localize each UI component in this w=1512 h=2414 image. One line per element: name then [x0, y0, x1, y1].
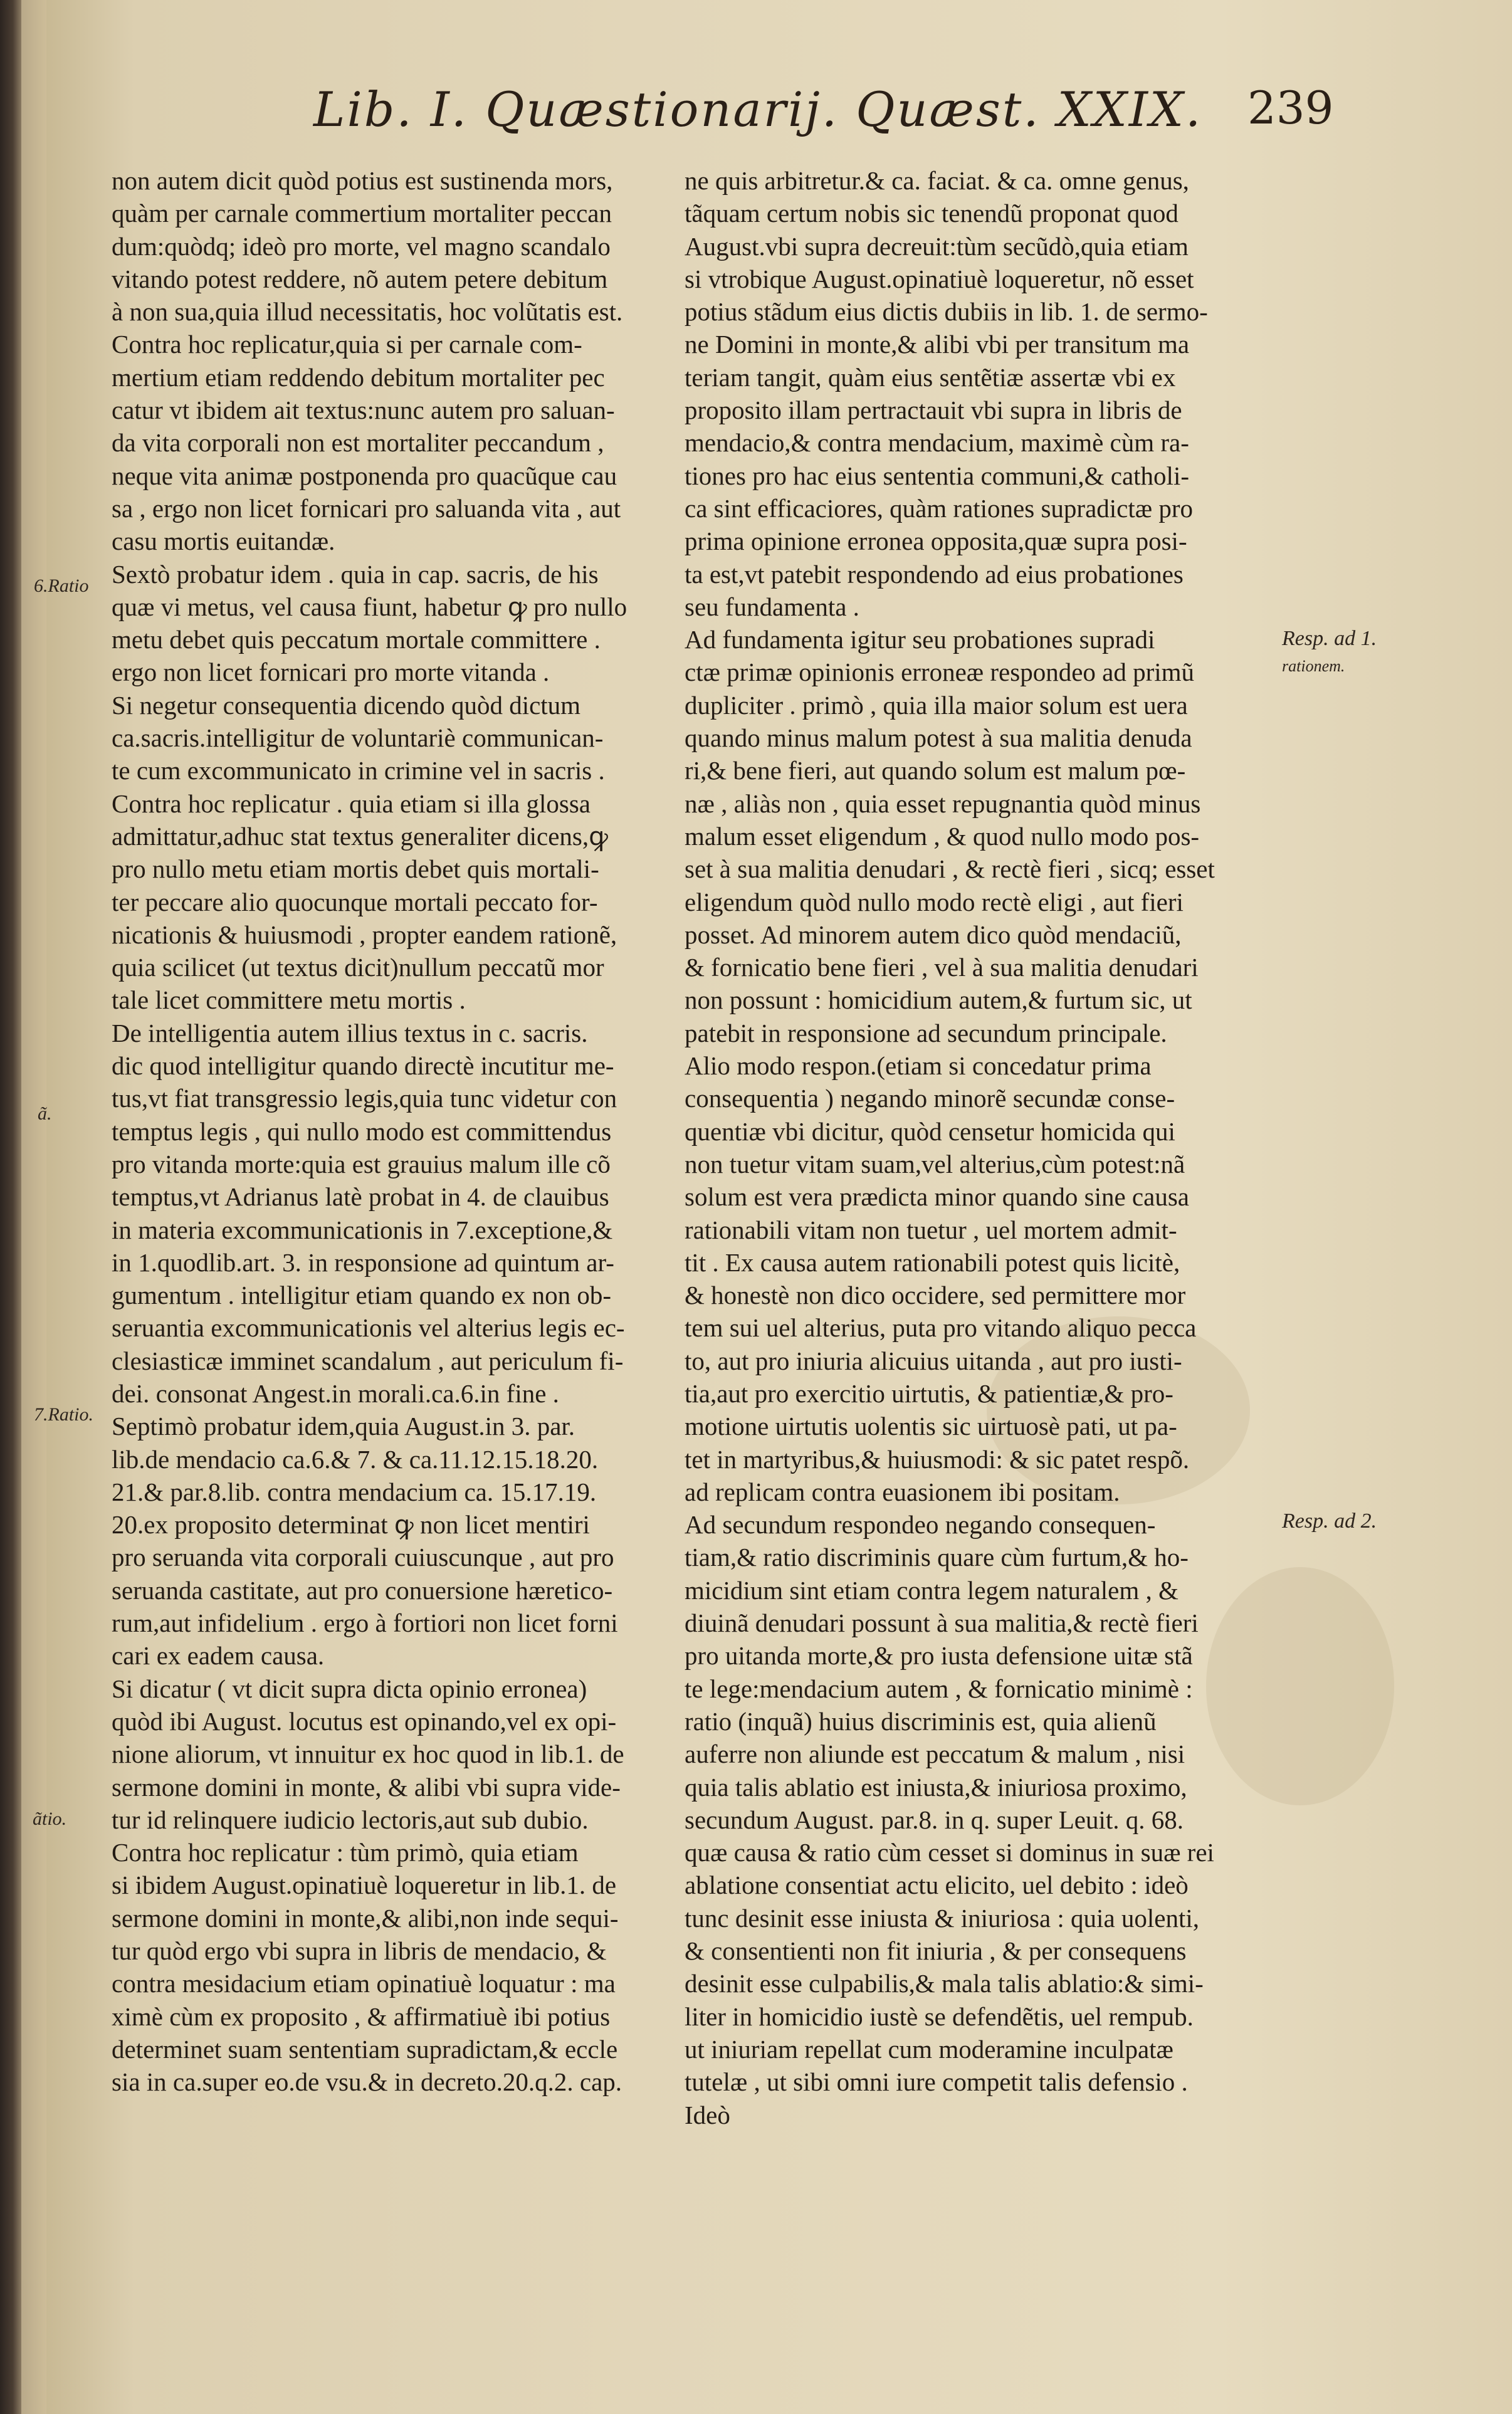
text-line: posset. Ad minorem autem dico quòd mendaciũ,	[685, 920, 1182, 949]
text-line: ne Domini in monte,& alibi vbi per transitum ma	[685, 330, 1190, 359]
text-line: & fornicatio bene fieri , vel à sua malitia denudari	[685, 953, 1199, 982]
text-line: August.vbi supra decreuit:tùm secũdò,quia etiam	[685, 231, 1189, 261]
margin-note-small: ã.	[38, 1103, 52, 1124]
text-line: non possunt : homicidium autem,& furtum sic, ut	[685, 985, 1192, 1015]
text-line: pro vitanda morte:quia est grauius malum ille cõ	[112, 1149, 611, 1178]
previous-page-edge	[21, 0, 48, 2414]
text-line: catur vt ibidem ait textus:nunc autem pro saluan-	[112, 396, 615, 425]
text-line: non tuetur vitam suam,vel alterius,cùm potest:nã	[685, 1149, 1185, 1178]
text-line: quando minus malum potest à sua malitia denuda	[685, 723, 1192, 753]
text-line: casu mortis euitandæ.	[112, 527, 335, 556]
text-line: næ , aliàs non , quia esset repugnantia quòd minus	[685, 789, 1201, 818]
text-line: te cum excommunicato in crimine vel in sacris .	[112, 756, 605, 785]
text-line: tur id relinquere iudicio lectoris,aut sub dubio.	[112, 1805, 589, 1834]
text-line: temptus legis , qui nullo modo est committendus	[112, 1116, 612, 1146]
text-line: & honestè non dico occidere, sed permittere mor	[685, 1281, 1186, 1310]
text-line: solum est vera prædicta minor quando sine causa	[685, 1182, 1189, 1212]
text-line: metu debet quis peccatum mortale committere .	[112, 625, 601, 654]
text-line: tiones pro hac eius sententia communi,& catholi-	[685, 461, 1189, 490]
text-line: Si dicatur ( vt dicit supra dicta opinio erronea)	[112, 1674, 587, 1703]
text-line: rum,aut infidelium . ergo à fortiori non licet forni	[112, 1608, 618, 1638]
text-line: quàm per carnale commertium mortaliter peccan	[112, 199, 612, 228]
right-text-column	[685, 164, 1268, 2131]
text-line: dic quod intelligitur quando directè incutitur me-	[112, 1051, 614, 1081]
text-line: motione uirtutis uolentis sic uirtuosè pati, ut pa-	[685, 1412, 1177, 1441]
text-line: neque vita animæ postponenda pro quacũque cau	[112, 461, 617, 490]
text-line: determinet suam sententiam supradictam,& eccle	[112, 2034, 618, 2064]
text-line: tit . Ex causa autem rationabili potest quis licitè,	[685, 1247, 1180, 1277]
text-line: tem sui uel alterius, puta pro vitando aliquo pecca	[685, 1313, 1197, 1343]
text-line: tutelæ , ut sibi omni iure competit talis defensio .	[685, 2067, 1188, 2097]
text-line: quia talis ablatio est iniusta,& iniuriosa proximo,	[685, 1772, 1187, 1802]
text-line: quia scilicet (ut textus dicit)nullum peccatũ mor	[112, 953, 604, 982]
text-line: à non sua,quia illud necessitatis, hoc volũtatis est.	[112, 297, 623, 327]
text-line: seruanda castitate, aut pro conuersione hæretico-	[112, 1575, 613, 1605]
text-line: te lege:mendacium autem , & fornicatio minimè :	[685, 1674, 1193, 1703]
text-line: in materia excommunicationis in 7.exceptione,&	[112, 1215, 613, 1244]
text-line: non autem dicit quòd potius est sustinenda mors,	[112, 166, 613, 195]
margin-note-ratio-7: 7.Ratio.	[34, 1404, 93, 1425]
text-line: seruantia excommunicationis vel alterius legis ec-	[112, 1313, 625, 1343]
text-line: pro uitanda morte,& pro iusta defensione uitæ stã	[685, 1641, 1193, 1671]
text-line: ximè cùm ex proposito , & affirmatiuè ibi potius	[112, 2002, 611, 2031]
text-line: sia in ca.super eo.de vsu.& in decreto.20.q.2. cap.	[112, 2067, 622, 2097]
text-line: ablatione consentiat actu elicito, uel debito : ideò	[685, 1871, 1189, 1900]
text-line: tãquam certum nobis sic tenendũ proponat quod	[685, 199, 1179, 228]
text-line: da vita corporali non est mortaliter peccandum ,	[112, 428, 604, 458]
text-line: ri,& bene fieri, aut quando solum est malum pœ-	[685, 756, 1186, 785]
text-line: sa , ergo non licet fornicari pro saluanda vita , aut	[112, 493, 621, 523]
text-line: dum:quòdq; ideò pro morte, vel magno scandalo	[112, 231, 611, 261]
text-line: set à sua malitia denudari , & rectè fieri , sicq; esset	[685, 854, 1215, 884]
text-line: si ibidem August.opinatiuè loqueretur in lib.1. de	[112, 1871, 617, 1900]
text-line: Sextò probatur idem . quia in cap. sacris, de his	[112, 559, 599, 589]
text-line: ter peccare alio quocunque mortali peccato for-	[112, 887, 598, 916]
text-line: tet in martyribus,& huiusmodi: & sic patet respõ.	[685, 1444, 1190, 1474]
text-line: ergo non licet fornicari pro morte vitanda .	[112, 658, 550, 687]
text-line: 21.& par.8.lib. contra mendacium ca. 15.17.19.	[112, 1477, 597, 1506]
text-line: dupliciter . primò , quia illa maior solum est uera	[685, 690, 1188, 720]
text-line: ca sint efficaciores, quàm rationes supradictæ pro	[685, 493, 1193, 523]
text-line: pro nullo metu etiam mortis debet quis mortali-	[112, 854, 599, 884]
text-line: tus,vt fiat transgressio legis,quia tunc videtur con	[112, 1084, 617, 1113]
text-line: Contra hoc replicatur . quia etiam si illa glossa	[112, 789, 591, 818]
text-line: quòd ibi August. locutus est opinando,vel ex opi-	[112, 1706, 617, 1736]
text-line: pro seruanda vita corporali cuiuscunque , aut pro	[112, 1543, 614, 1572]
text-line: quæ vi metus, vel causa fiunt, habetur ꝙ pro nullo	[112, 592, 627, 621]
text-line: Alio modo respon.(etiam si concedatur prima	[685, 1051, 1152, 1081]
text-line: ut iniuriam repellat cum moderamine inculpatæ	[685, 2034, 1173, 2064]
text-line: consequentia ) negando minorẽ secundæ conse-	[685, 1084, 1175, 1113]
text-line: prima opinione erronea opposita,quæ supra posi-	[685, 527, 1187, 556]
text-line: Contra hoc replicatur : tùm primò, quia etiam	[112, 1838, 579, 1867]
text-line: tur quòd ergo vbi supra in libris de mendacio, &	[112, 1936, 607, 1966]
text-line: in 1.quodlib.art. 3. in responsione ad quintum ar-	[112, 1247, 614, 1277]
text-line: to, aut pro iniuria alicuius uitanda , aut pro iusti-	[685, 1346, 1182, 1375]
text-line: clesiasticæ imminet scandalum , aut periculum fi-	[112, 1346, 624, 1375]
scanner-edge	[0, 0, 21, 2414]
margin-note-resp-2: Resp. ad 2.	[1282, 1509, 1377, 1533]
text-line: nicationis & huiusmodi , propter eandem rationẽ,	[112, 920, 617, 949]
text-line: 20.ex proposito determinat ꝙ non licet mentiri	[112, 1510, 590, 1540]
text-line: diuinã denudari possunt à sua malitia,& rectè fieri	[685, 1608, 1199, 1638]
text-line: vitando potest reddere, nõ autem petere debitum	[112, 264, 608, 293]
text-line: tiam,& ratio discriminis quare cùm furtum,& ho-	[685, 1543, 1189, 1572]
text-line: seu fundamenta .	[685, 592, 859, 621]
text-line: De intelligentia autem illius textus in c. sacris.	[112, 1018, 588, 1047]
text-line: dei. consonat Angest.in morali.ca.6.in fine .	[112, 1378, 559, 1408]
text-line: mertium etiam reddendo debitum mortaliter pec	[112, 362, 605, 392]
text-line: eligendum quòd nullo modo rectè eligi , aut fieri	[685, 887, 1184, 916]
text-line: Ad secundum respondeo negando consequen-	[685, 1510, 1156, 1540]
text-line: ta est,vt patebit respondendo ad eius probationes	[685, 559, 1184, 589]
text-line: teriam tangit, quàm eius sentẽtiæ assertæ vbi ex	[685, 362, 1176, 392]
margin-note-ratio-6: 6.Ratio	[34, 575, 89, 596]
text-line: Si negetur consequentia dicendo quòd dictum	[112, 690, 581, 720]
text-line: auferre non aliunde est peccatum & malum , nisi	[685, 1740, 1185, 1769]
margin-note-rationem: rationem.	[1282, 657, 1345, 675]
text-line: admittatur,adhuc stat textus generaliter dicens,ꝙ	[112, 821, 608, 851]
text-line: Ideò	[685, 2100, 730, 2129]
text-line: secundum August. par.8. in q. super Leuit. q. 68.	[685, 1805, 1184, 1834]
text-line: si vtrobique August.opinatiuè loqueretur, nõ esset	[685, 264, 1194, 293]
text-line: gumentum . intelligitur etiam quando ex non ob-	[112, 1281, 612, 1310]
text-line: ne quis arbitretur.& ca. faciat. & ca. omne genus,	[685, 166, 1189, 195]
text-line: micidium sint etiam contra legem naturalem , &	[685, 1575, 1179, 1605]
text-line: Septimò probatur idem,quia August.in 3. par.	[112, 1412, 575, 1441]
text-line: quentiæ vbi dicitur, quòd censetur homicida qui	[685, 1116, 1175, 1146]
text-line: Ad fundamenta igitur seu probationes supradi	[685, 625, 1155, 654]
text-line: ca.sacris.intelligitur de voluntariè communican-	[112, 723, 604, 753]
text-line: potius stãdum eius dictis dubiis in lib. 1. de sermo-	[685, 297, 1208, 327]
text-line: tunc desinit esse iniusta & iniuriosa : quia uolenti,	[685, 1903, 1200, 1933]
text-line: temptus,vt Adrianus latè probat in 4. de clauibus	[112, 1182, 609, 1212]
text-line: Contra hoc replicatur,quia si per carnale com-	[112, 330, 582, 359]
page-number: 239	[1247, 81, 1334, 134]
text-line: sermone domini in monte, & alibi vbi supra vide-	[112, 1772, 621, 1802]
text-line: patebit in responsione ad secundum principale.	[685, 1018, 1167, 1047]
margin-note-small: ãtio.	[33, 1808, 67, 1829]
text-line: nione aliorum, vt innuitur ex hoc quod in lib.1. de	[112, 1740, 624, 1769]
text-line: ad replicam contra euasionem ibi positam.	[685, 1477, 1120, 1506]
running-head-title: Lib. I. Quæstionarij. Quæst. XXIX.	[313, 81, 1203, 137]
text-line: ratio (inquã) huius discriminis est, quia alienũ	[685, 1706, 1157, 1736]
text-line: proposito illam pertractauit vbi supra in libris de	[685, 396, 1182, 425]
text-line: quæ causa & ratio cùm cesset si dominus in suæ rei	[685, 1838, 1214, 1867]
left-text-column	[112, 164, 669, 2099]
text-line: cari ex eadem causa.	[112, 1641, 325, 1671]
text-line: ctæ primæ opinionis erroneæ respondeo ad primũ	[685, 658, 1195, 687]
text-line: desinit esse culpabilis,& mala talis ablatio:& simi-	[685, 1969, 1204, 1998]
text-line: & consentienti non fit iniuria , & per consequens	[685, 1936, 1187, 1966]
text-line: tia,aut pro exercitio uirtutis, & patientiæ,& pro-	[685, 1378, 1173, 1408]
text-line: sermone domini in monte,& alibi,non inde sequi-	[112, 1903, 619, 1933]
text-line: liter in homicidio iustè se defendẽtis, uel rempub.	[685, 2002, 1194, 2031]
text-line: contra mesidacium etiam opinatiuè loquatur : ma	[112, 1969, 616, 1998]
text-line: lib.de mendacio ca.6.& 7. & ca.11.12.15.18.20.	[112, 1444, 599, 1474]
text-line: mendacio,& contra mendacium, maximè cùm ra-	[685, 428, 1189, 458]
margin-note-resp-1: Resp. ad 1.	[1282, 627, 1377, 650]
text-line: tale licet committere metu mortis .	[112, 985, 466, 1015]
text-line: malum esset eligendum , & quod nullo modo pos-	[685, 821, 1200, 851]
text-line: rationabili vitam non tuetur , uel mortem admit-	[685, 1215, 1177, 1244]
